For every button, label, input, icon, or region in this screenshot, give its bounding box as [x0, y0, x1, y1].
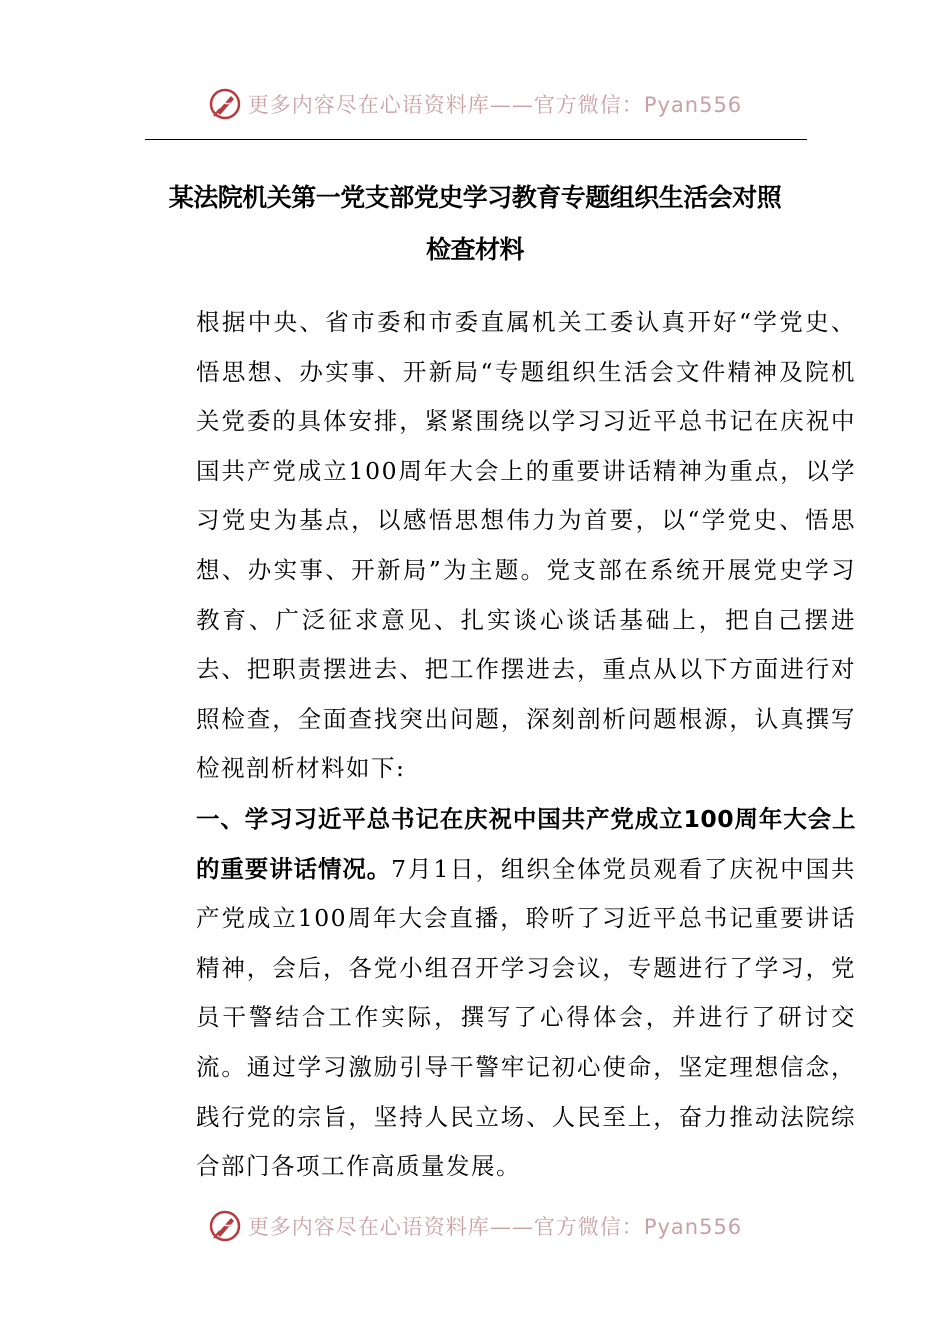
- page-title: [140, 172, 810, 276]
- header-rule: [145, 139, 807, 140]
- watermark-banner-bottom: [0, 1206, 950, 1246]
- pen-logo-icon: [208, 87, 242, 121]
- section-1-heading: 一、学习习近平总书记在庆祝中国共产党成立100周年大会上的重要讲话情况。: [196, 805, 856, 883]
- title-line-1: 某法院机关第一党支部党史学习教育专题组织生活会对照: [168, 183, 782, 212]
- paragraph-intro: [146, 298, 856, 794]
- watermark-banner-top: [0, 84, 950, 124]
- section-1-body: 7月1日，组织全体党员观看了庆祝中国共产党成立100周年大会直播，聆听了习近平总书记重要讲话精神，会后，各党小组召开学习会议，专题进行了学习，党员干警结合工作实际，撰写了心得体会，并进行了研讨交流。通过学习激励引导干警牢记初心使命，坚定理想信念，践行党的宗旨，坚持人民立场、人民至上，奋力推动法院综合部门各项工作高质量发展。: [196, 854, 856, 1181]
- paragraph-intro-text: 根据中央、省市委和市委直属机关工委认真开好“学党史、悟思想、办实事、开新局“专题组织生活会文件精神及院机关党委的具体安排，紧紧围绕以学习习近平总书记在庆祝中国共产党成立100周年大会上的重要讲话精神为重点，以学习党史为基点，以感悟思想伟力为首要，以“学党史、悟思想、办实事、开新局”为主题。党支部在系统开展党史学习教育、广泛征求意见、扎实谈心谈话基础上，把自己摆进去、把职责摆进去、把工作摆进去，重点从以下方面进行对照检查，全面查找突出问题，深刻剖析问题根源，认真撰写检视剖析材料如下:: [196, 308, 856, 783]
- watermark-text: 更多内容尽在心语资料库——官方微信：Pyan556: [247, 1215, 743, 1239]
- watermark-text: 更多内容尽在心语资料库——官方微信：Pyan556: [247, 93, 743, 117]
- pen-logo-icon: [208, 1209, 242, 1243]
- title-line-2: 检查材料: [425, 235, 524, 264]
- paragraph-section-1: [146, 795, 856, 1192]
